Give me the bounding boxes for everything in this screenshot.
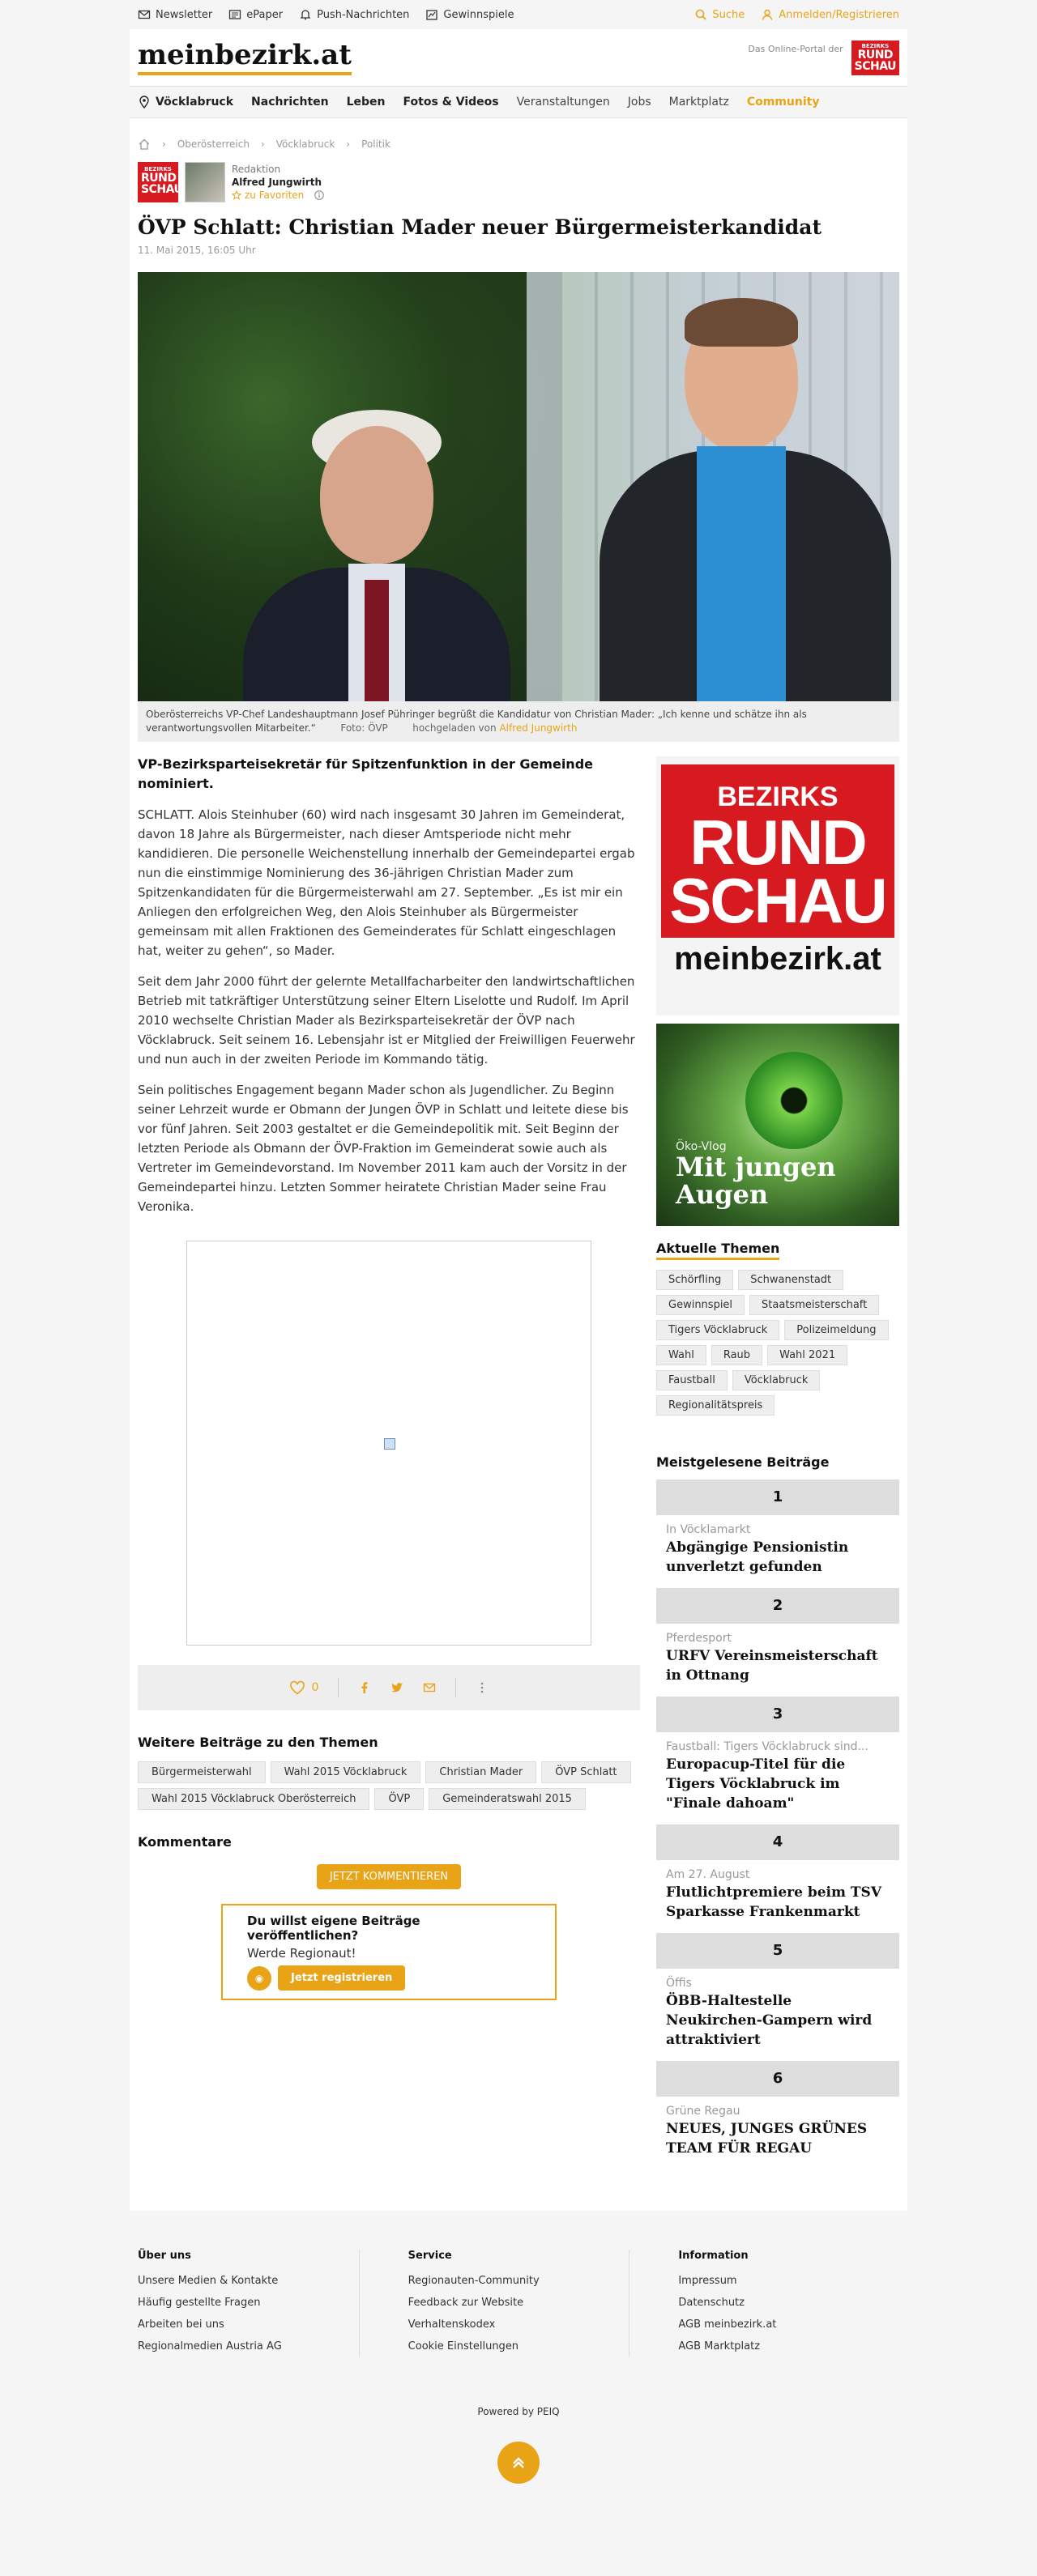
- footer-link[interactable]: AGB Marktplatz: [678, 2340, 761, 2352]
- most-read-kicker: Öffis: [666, 1977, 692, 1990]
- powered-by[interactable]: Powered by PEIQ: [477, 2406, 560, 2417]
- mail-share-icon[interactable]: [423, 1681, 436, 1694]
- most-read-list: [656, 1480, 899, 2169]
- portal-info: [748, 40, 899, 75]
- nav-marktplatz[interactable]: Marktplatz: [668, 96, 729, 109]
- article-paragraph: Seit dem Jahr 2000 führt der gelernte Metallfacharbeiter den landwirtschaftlichen Betrieb mit tatkräftiger Unterstützung seiner Eltern Liselotte und Rudolf. Im April 2010 wechselte Christian Mader als Bezirksparteisekretär der ÖVP nach Vöcklabruck. Seit seinem 16. Lebensjahr ist er Mitglied der Freiwilligen Feuerwehr und nun auch in der zweiten Periode im Kommando tätig.: [138, 974, 635, 1067]
- article-title: ÖVP Schlatt: Christian Mader neuer Bürgermeisterkandidat: [138, 215, 822, 239]
- breadcrumb-separator: ›: [260, 138, 265, 150]
- epaper-icon: [228, 8, 241, 21]
- gift-icon: [425, 8, 438, 21]
- current-topic-tag[interactable]: Raub: [711, 1345, 762, 1365]
- most-read-item[interactable]: [656, 1860, 899, 1933]
- push-link[interactable]: [299, 8, 409, 21]
- ad-site-name: meinbezirk.at: [674, 941, 881, 977]
- rank-number: 6: [656, 2061, 899, 2097]
- most-read-kicker: Am 27. August: [666, 1868, 750, 1881]
- photo-credit: Foto: ÖVP: [340, 722, 388, 734]
- most-read-kicker: Pferdesport: [666, 1632, 732, 1645]
- comment-button[interactable]: JETZT KOMMENTIEREN: [317, 1864, 461, 1889]
- author-avatar[interactable]: [185, 162, 225, 202]
- author-box: [138, 162, 899, 202]
- favorite-label: zu Favoriten: [245, 189, 305, 201]
- push-label: Push-Nachrichten: [317, 8, 410, 21]
- most-read-item[interactable]: [656, 1624, 899, 1697]
- rank-number: 4: [656, 1824, 899, 1860]
- footer-link[interactable]: Regionalmedien Austria AG: [138, 2340, 282, 2352]
- nav-veranstaltungen[interactable]: Veranstaltungen: [516, 96, 610, 109]
- most-read-headline[interactable]: Abgängige Pensionistin unverletzt gefunden: [666, 1539, 849, 1575]
- favorite-button[interactable]: [232, 189, 325, 202]
- facebook-icon[interactable]: [358, 1681, 371, 1694]
- promo-headline: Du willst eigene Beiträge veröffentlichen?: [247, 1914, 420, 1943]
- search-link[interactable]: [694, 8, 745, 21]
- regionaut-promo: [221, 1904, 557, 2000]
- breadcrumb-separator: ›: [162, 138, 166, 150]
- newsletter-link[interactable]: [138, 8, 212, 21]
- most-read-headline[interactable]: ÖBB-Haltestelle Neukirchen-Gampern wird attraktiviert: [666, 1993, 873, 2048]
- nav-fotos-videos[interactable]: Fotos & Videos: [403, 96, 499, 109]
- most-read-item[interactable]: [656, 2097, 899, 2169]
- most-read-headline[interactable]: Flutlichtpremiere beim TSV Sparkasse Frankenmarkt: [666, 1884, 882, 1920]
- badge-line1: RUND: [857, 48, 894, 62]
- page-container: [130, 29, 907, 2211]
- current-topic-tag[interactable]: Staatsmeisterschaft: [749, 1295, 879, 1315]
- most-read-item[interactable]: [656, 1732, 899, 1824]
- vlog-title-line2: Augen: [676, 1179, 769, 1210]
- footer-col-title: Über uns: [138, 2250, 191, 2262]
- footer-link[interactable]: Häufig gestellte Fragen: [138, 2297, 261, 2309]
- rank-number: 1: [656, 1480, 899, 1515]
- current-topic-tag[interactable]: Tigers Vöcklabruck: [656, 1320, 779, 1340]
- current-topics-tags: [656, 1270, 899, 1416]
- bezirksrundschau-logo[interactable]: [851, 40, 899, 75]
- footer-link[interactable]: Verhaltenskodex: [408, 2318, 496, 2331]
- like-count: 0: [311, 1681, 319, 1694]
- topic-tags: [138, 1761, 640, 1810]
- topic-tag[interactable]: ÖVP Schlatt: [541, 1761, 630, 1783]
- most-read-kicker: In Vöcklamarkt: [666, 1523, 751, 1536]
- site-footer: [130, 2211, 907, 2484]
- most-read-title: Meistgelesene Beiträge: [656, 1454, 830, 1470]
- broken-image-icon: [384, 1438, 395, 1450]
- twitter-icon[interactable]: [390, 1681, 403, 1694]
- article-date: 11. Mai 2015, 16:05 Uhr: [138, 245, 256, 256]
- footer-link[interactable]: Arbeiten bei uns: [138, 2318, 224, 2331]
- vlog-teaser[interactable]: [656, 1024, 899, 1226]
- current-topic-tag[interactable]: Regionalitätspreis: [656, 1395, 775, 1416]
- site-header: [130, 29, 907, 86]
- current-topic-tag[interactable]: Wahl 2021: [767, 1345, 847, 1365]
- gewinnspiele-link[interactable]: [425, 8, 514, 21]
- ad-line2: RUND: [689, 807, 866, 878]
- nav-nachrichten[interactable]: Nachrichten: [251, 96, 329, 109]
- current-topic-tag[interactable]: Gewinnspiel: [656, 1295, 745, 1315]
- search-icon: [694, 8, 707, 21]
- mail-icon: [138, 8, 151, 21]
- breadcrumb-item[interactable]: Politik: [361, 138, 390, 150]
- gewinnspiele-label: Gewinnspiele: [443, 8, 514, 21]
- ad-bezirksrundschau[interactable]: [656, 756, 899, 1015]
- footer-link[interactable]: Feedback zur Website: [408, 2297, 524, 2309]
- current-topic-tag[interactable]: Wahl: [656, 1345, 706, 1365]
- nav-community[interactable]: Community: [746, 96, 820, 109]
- uploaded-by-label: hochgeladen von: [412, 722, 497, 734]
- author-name[interactable]: Alfred Jungwirth: [232, 177, 322, 188]
- nav-leben[interactable]: Leben: [346, 96, 386, 109]
- ad-line3: SCHAU: [669, 865, 886, 936]
- footer-col-service: [359, 2250, 629, 2357]
- newsletter-label: Newsletter: [156, 8, 213, 21]
- home-icon[interactable]: [138, 138, 151, 151]
- badge-line1: RUND: [141, 172, 177, 185]
- more-options-icon[interactable]: [476, 1681, 489, 1694]
- most-read-headline[interactable]: URFV Vereinsmeisterschaft in Ottnang: [666, 1648, 878, 1684]
- bell-icon: [299, 8, 312, 21]
- badge-small: BEZIRKS: [144, 166, 172, 172]
- most-read-item[interactable]: [656, 1969, 899, 2061]
- scroll-to-top-button[interactable]: [497, 2442, 540, 2484]
- share-bar: [138, 1665, 640, 1710]
- footer-link[interactable]: Datenschutz: [678, 2297, 745, 2309]
- article-hero-image[interactable]: [138, 272, 899, 701]
- rank-number: 5: [656, 1933, 899, 1969]
- star-icon: [232, 190, 241, 200]
- rank-number: 3: [656, 1697, 899, 1732]
- current-topic-tag[interactable]: Faustball: [656, 1370, 728, 1390]
- topic-tag[interactable]: ÖVP: [374, 1788, 424, 1810]
- embedded-content-frame[interactable]: [186, 1241, 591, 1646]
- author-role: Redaktion: [232, 164, 281, 175]
- info-icon[interactable]: [314, 189, 325, 201]
- portal-text: Das Online-Portal der: [748, 43, 843, 54]
- badge-line2: SCHAU: [141, 183, 183, 196]
- footer-col-information: [629, 2250, 899, 2357]
- register-button[interactable]: Jetzt registrieren: [278, 1965, 405, 1991]
- like-button[interactable]: [289, 1680, 319, 1696]
- vlog-kicker: Öko-Vlog: [676, 1140, 727, 1153]
- most-read-item[interactable]: [656, 1515, 899, 1588]
- article-paragraph: Sein politisches Engagement begann Mader schon als Jugendlicher. Zu Beginn seiner Lehrzeit wurde er Obmann der Jungen ÖVP in Schlatt und leitete diese bis vor fünf Jahren. Seit 2003 gestaltet er die Gemeindepolitik mit. Seit Beginn der letzten Periode als Obmann der ÖVP-Fraktion im Gemeinderat sowie auch als Vertreter im Gemeindevorstand. Im November 2011 kam auch der Vorsitz in der Gemeindepartei hinzu. Letzten Sommer heiratete Christian Mader seine Frau Veronika.: [138, 1083, 629, 1214]
- login-label: Anmelden/Registrieren: [779, 8, 899, 21]
- topic-tag[interactable]: Bürgermeisterwahl: [138, 1761, 266, 1783]
- more-topics-title: Weitere Beiträge zu den Themen: [138, 1735, 378, 1750]
- footer-link[interactable]: Impressum: [678, 2275, 737, 2287]
- location-selector[interactable]: [138, 96, 233, 109]
- comments-title: Kommentare: [138, 1834, 232, 1850]
- current-topic-tag[interactable]: Polizeimeldung: [784, 1320, 888, 1340]
- login-link[interactable]: [761, 8, 899, 21]
- current-topics-title: Aktuelle Themen: [656, 1241, 779, 1260]
- caption-text: Oberösterreichs VP-Chef Landeshauptmann Josef Pühringer begrüßt die Kandidatur von Christian Mader: „Ich kenne und schätze ihn als verantwortungsvollen Mitarbeiter.“: [146, 709, 807, 734]
- topic-tag[interactable]: Wahl 2015 Vöcklabruck Oberösterreich: [138, 1788, 369, 1810]
- double-chevron-up-icon: [509, 2453, 528, 2472]
- badge-line2: SCHAU: [854, 59, 896, 73]
- most-read-headline[interactable]: NEUES, JUNGES GRÜNES TEAM FÜR REGAU: [666, 2121, 868, 2157]
- breadcrumb-item[interactable]: Oberösterreich: [177, 138, 250, 150]
- article-body: [138, 742, 640, 2211]
- current-topic-tag[interactable]: Vöcklabruck: [732, 1370, 821, 1390]
- footer-link[interactable]: Cookie Einstellungen: [408, 2340, 519, 2352]
- location-pin-icon: [138, 96, 151, 109]
- epaper-label: ePaper: [246, 8, 284, 21]
- footer-link[interactable]: AGB meinbezirk.at: [678, 2318, 777, 2331]
- badge-small: BEZIRKS: [861, 42, 890, 49]
- footer-col-title: Information: [678, 2250, 749, 2262]
- site-logo[interactable]: meinbezirk.at: [138, 40, 352, 75]
- most-read-kicker: Grüne Regau: [666, 2105, 740, 2118]
- footer-col-title: Service: [408, 2250, 452, 2262]
- footer-link[interactable]: Regionauten-Community: [408, 2275, 540, 2287]
- topic-tag[interactable]: Gemeinderatswahl 2015: [429, 1788, 586, 1810]
- breadcrumb-item[interactable]: Vöcklabruck: [275, 138, 335, 150]
- breadcrumb-separator: ›: [346, 138, 351, 150]
- article-lead: VP-Bezirksparteisekretär für Spitzenfunktion in der Gemeinde nominiert.: [138, 756, 593, 791]
- article-paragraph: SCHLATT. Alois Steinhuber (60) wird nach insgesamt 30 Jahren im Gemeinderat, davon 18 Jahre als Bürgermeister, nach dieser Amtsperiode nicht mehr kandidieren. Die personelle Weichenstellung innerhalb der Gemeindepartei ergab nun die einstimmige Nominierung des 36-jährigen Christian Mader zum Spitzenkandidaten für die Bürgermeisterwahl am 27. September. „Es ist mir ein Anliegen den erfolgreichen Weg, den Alois Steinhuber als Bürgermeister gemeinsam mit allen Fraktionen des Gemeinderates für Schlatt eingeschlagen hat, weiter zu gehen“, so Mader.: [138, 807, 635, 958]
- topic-tag[interactable]: Wahl 2015 Vöcklabruck: [271, 1761, 421, 1783]
- current-topic-tag[interactable]: Schörfling: [656, 1270, 733, 1290]
- topic-tag[interactable]: Christian Mader: [425, 1761, 536, 1783]
- current-topic-tag[interactable]: Schwanenstadt: [738, 1270, 843, 1290]
- main-nav: [130, 86, 907, 118]
- heart-icon: [289, 1680, 305, 1696]
- ad-line1: BEZIRKS: [717, 781, 839, 812]
- footer-link[interactable]: Unsere Medien & Kontakte: [138, 2275, 279, 2287]
- most-read-kicker: Faustball: Tigers Vöcklabruck sind...: [666, 1740, 868, 1753]
- promo-subline: Werde Regionaut!: [247, 1946, 356, 1961]
- rank-number: 2: [656, 1588, 899, 1624]
- nav-jobs[interactable]: Jobs: [627, 96, 651, 109]
- most-read-headline[interactable]: Europacup-Titel für die Tigers Vöcklabruck im "Finale dahoam": [666, 1756, 846, 1812]
- epaper-link[interactable]: [228, 8, 283, 21]
- image-caption: [138, 701, 899, 742]
- footer-col-about: [138, 2250, 359, 2357]
- author-publisher-logo[interactable]: [138, 162, 183, 202]
- sidebar: [656, 742, 899, 2211]
- regionaut-mascot-icon: ◉: [247, 1966, 271, 1991]
- uploader-link[interactable]: Alfred Jungwirth: [499, 722, 578, 734]
- breadcrumb: [138, 138, 899, 151]
- search-label: Suche: [712, 8, 745, 21]
- utility-bar: [130, 0, 907, 29]
- vlog-title-line1: Mit jungen: [676, 1152, 836, 1182]
- ad-rundschau-logo: [661, 764, 894, 938]
- user-icon: [761, 8, 774, 21]
- location-label: Vöcklabruck: [156, 96, 234, 109]
